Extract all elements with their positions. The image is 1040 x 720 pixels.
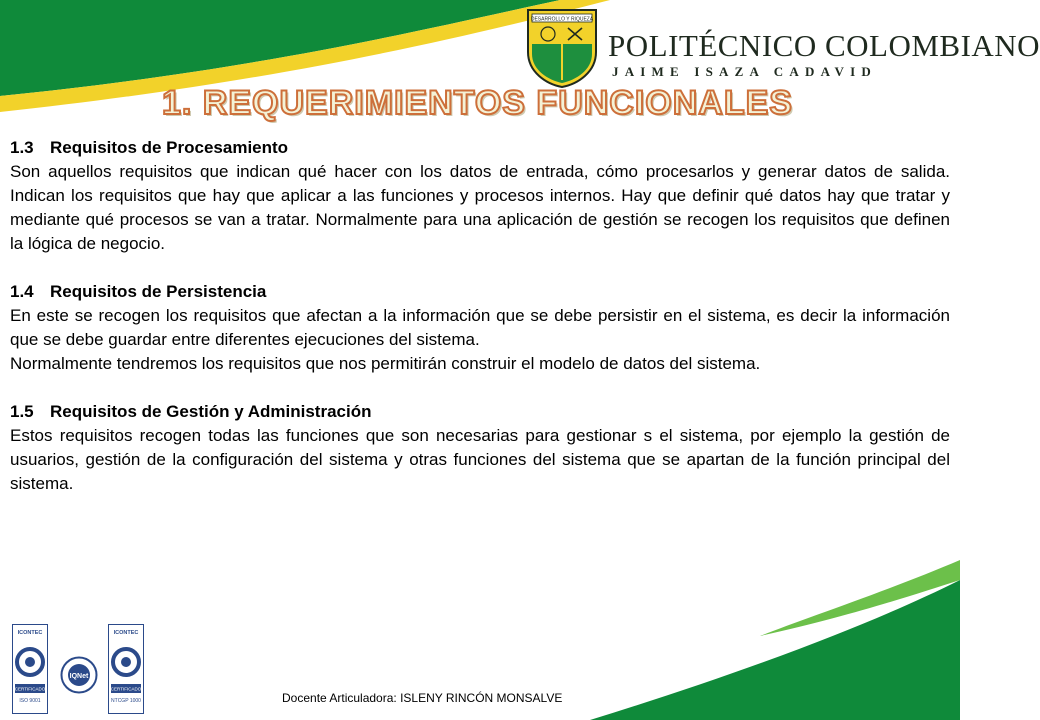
iqnet-label: IQNet xyxy=(69,673,89,680)
certified-label: CERTIFICADO xyxy=(110,686,142,692)
slide-title: 1. REQUERIMIENTOS FUNCIONALES xyxy=(162,84,793,122)
section-number: 1.5 xyxy=(10,402,34,421)
section-heading xyxy=(10,400,950,424)
footer-teacher: Docente Articuladora: ISLENY RINCÓN MONSALVE xyxy=(282,691,563,705)
green-swoosh xyxy=(0,0,560,96)
iqnet-badge xyxy=(60,656,98,694)
icontec-iso-badge xyxy=(12,624,48,714)
section-title: Requisitos de Persistencia xyxy=(50,282,267,301)
section-processing xyxy=(10,136,950,256)
section-paragraph: Normalmente tendremos los requisitos que nos permitirán construir el modelo de datos del sistema. xyxy=(10,354,761,373)
section-title: Requisitos de Gestión y Administración xyxy=(50,402,372,421)
icontec-label: ICONTEC xyxy=(113,630,139,636)
section-paragraph: En este se recogen los requisitos que afectan a la información que se debe persistir en el sistema, es decir la información que se debe guardar entre diferentes ejecuciones del sistema. xyxy=(10,306,950,349)
section-title: Requisitos de Procesamiento xyxy=(50,138,289,157)
section-management xyxy=(10,400,950,496)
brand-name: POLITÉCNICO COLOMBIANO xyxy=(608,28,1040,63)
section-paragraph: Estos requisitos recogen todas las funciones que son necesarias para gestionar s el sistema, por ejemplo la gestión de usuarios, gestión de la configuración del sistema y otras funciones del sistema que se apartan de la función principal del sistema. xyxy=(10,426,950,493)
green-swoosh-bottom xyxy=(590,580,960,720)
section-heading xyxy=(10,280,950,304)
section-number: 1.4 xyxy=(10,282,34,301)
shield-motto: DESARROLLO Y RIQUEZA xyxy=(530,16,594,23)
section-number: 1.3 xyxy=(10,138,34,157)
certified-label: CERTIFICADO xyxy=(14,686,46,692)
brand-subtitle: JAIME ISAZA CADAVID xyxy=(612,64,877,79)
section-paragraph: Son aquellos requisitos que indican qué hacer con los datos de entrada, cómo procesarlos y generar datos de salida. Indican los requisitos que hay que aplicar a las funciones y procesos internos. Hay que definir qué datos hay que tratar y mediante qué procesos se van a tratar. Normalmente para una aplicación de gestión se recogen los requisitos que definen la lógica de negocio. xyxy=(10,162,950,253)
certification-logos xyxy=(12,624,162,716)
section-persistence xyxy=(10,280,950,376)
iso-label: ISO 9001 xyxy=(19,698,41,704)
slide-content xyxy=(10,136,950,520)
icontec-ntcgp-badge xyxy=(108,624,144,714)
ntcgp-label: NTCGP 1000 xyxy=(111,698,141,704)
icontec-label: ICONTEC xyxy=(17,630,43,636)
section-heading xyxy=(10,136,950,160)
shield-icon xyxy=(526,8,598,88)
